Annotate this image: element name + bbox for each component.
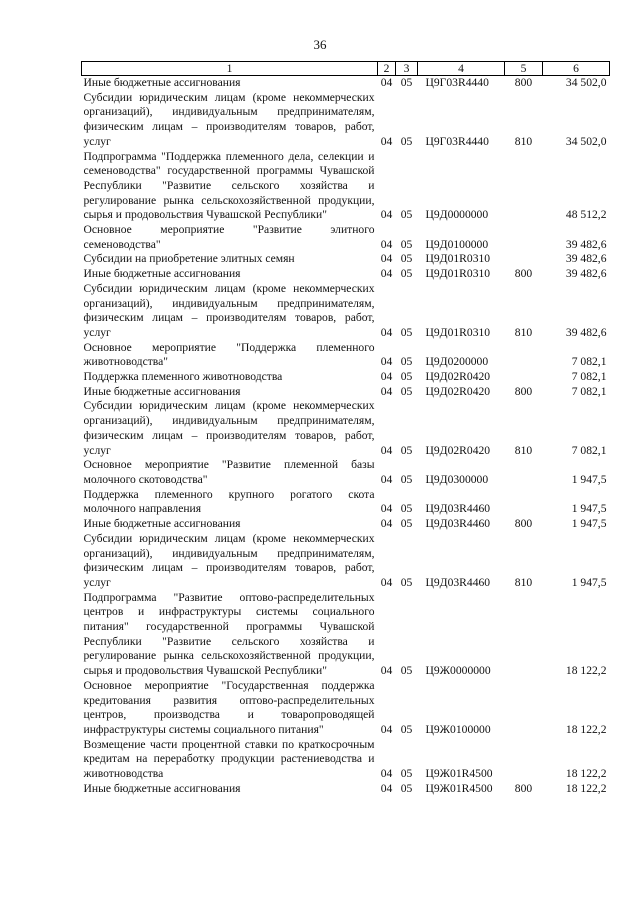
row-subsection: 05	[400, 781, 413, 795]
table-row	[82, 385, 610, 400]
table-row	[82, 517, 610, 532]
row-name: Подпрограмма "Развитие оптово-распределительных центров и инфраструктуры системы социального питания" государственной программы Чувашской Республики "Развитие сельского хозяйства и регулирование рынка сельскохозяйственной продукции, сырья и продовольствия Чувашской Республики"	[83, 590, 375, 678]
row-expense-type	[505, 370, 543, 385]
row-amount: 39 482,6	[565, 252, 607, 266]
row-target-code: Ц9Ж01R4500	[425, 767, 493, 781]
row-target-code: Ц9Д0000000	[425, 208, 489, 222]
row-amount: 18 122,2	[565, 664, 607, 678]
row-amount: 34 502,0	[565, 134, 607, 148]
row-target-code: Ц9Ж01R4500	[425, 781, 493, 795]
table-row	[82, 282, 610, 341]
table-header	[82, 62, 610, 76]
row-section: 04	[380, 252, 393, 266]
table-row	[82, 252, 610, 267]
row-section: 04	[380, 237, 393, 251]
row-section: 04	[380, 502, 393, 516]
row-amount: 34 502,0	[565, 76, 607, 89]
row-name: Иные бюджетные ассигнования	[83, 76, 241, 89]
header-col-4: 4	[418, 62, 505, 76]
table-row	[82, 399, 610, 458]
header-col-1: 1	[82, 62, 378, 76]
row-amount: 18 122,2	[565, 767, 607, 781]
page-number: 36	[313, 37, 327, 52]
table-row	[82, 679, 610, 738]
row-expense-type: 800	[514, 267, 533, 281]
row-section: 04	[380, 208, 393, 222]
row-target-code: Ц9Г03R4440	[425, 76, 489, 89]
row-amount: 39 482,6	[565, 325, 607, 339]
row-target-code: Ц9Д02R0420	[425, 384, 491, 398]
row-amount: 18 122,2	[565, 781, 607, 795]
row-name: Поддержка племенного животноводства	[83, 370, 283, 384]
table-row	[82, 738, 610, 782]
row-name: Иные бюджетные ассигнования	[83, 267, 241, 281]
row-subsection: 05	[400, 208, 413, 222]
row-subsection: 05	[400, 267, 413, 281]
row-name: Основное мероприятие "Развитие элитного семеноводства"	[83, 223, 375, 251]
table-row	[82, 91, 610, 150]
row-expense-type: 800	[514, 781, 533, 795]
row-subsection: 05	[400, 237, 413, 251]
row-expense-type: 800	[514, 384, 533, 398]
row-name: Субсидии юридическим лицам (кроме некоммерческих организаций), индивидуальным предпринимателям, физическим лицам – производителям товаров, работ, услуг	[83, 281, 375, 339]
row-expense-type: 810	[514, 134, 533, 148]
row-subsection: 05	[400, 370, 413, 384]
row-target-code: Ц9Д03R4460	[425, 575, 491, 589]
row-subsection: 05	[400, 355, 413, 369]
row-amount: 39 482,6	[565, 237, 607, 251]
row-target-code: Ц9Д01R0310	[425, 267, 491, 281]
row-expense-type	[505, 488, 543, 517]
table-row	[82, 458, 610, 487]
table-row	[82, 341, 610, 370]
row-subsection: 05	[400, 134, 413, 148]
row-subsection: 05	[400, 575, 413, 589]
table-row	[82, 532, 610, 591]
row-target-code: Ц9Д0200000	[425, 355, 489, 369]
row-subsection: 05	[400, 252, 413, 266]
table-row	[82, 591, 610, 679]
row-target-code: Ц9Д02R0420	[425, 370, 491, 384]
row-target-code: Ц9Ж0000000	[425, 664, 491, 678]
row-section: 04	[380, 664, 393, 678]
row-section: 04	[380, 443, 393, 457]
row-section: 04	[380, 517, 393, 531]
row-amount: 39 482,6	[565, 267, 607, 281]
row-expense-type	[505, 458, 543, 487]
row-expense-type	[505, 223, 543, 252]
row-target-code: Ц9Г03R4440	[425, 134, 489, 148]
row-target-code: Ц9Д03R4460	[425, 502, 491, 516]
row-target-code: Ц9Д0300000	[425, 472, 489, 486]
row-target-code: Ц9Д01R0310	[425, 325, 491, 339]
table-row	[82, 370, 610, 385]
row-subsection: 05	[400, 384, 413, 398]
table-row	[82, 488, 610, 517]
row-subsection: 05	[400, 325, 413, 339]
row-amount: 1 947,5	[571, 502, 607, 516]
header-col-2: 2	[378, 62, 396, 76]
table-row	[82, 223, 610, 252]
row-amount: 7 082,1	[571, 355, 607, 369]
row-name: Поддержка племенного крупного рогатого скота молочного направления	[83, 487, 375, 516]
row-name: Иные бюджетные ассигнования	[83, 517, 241, 531]
row-amount: 18 122,2	[565, 722, 607, 736]
row-expense-type: 810	[514, 575, 533, 589]
row-name: Подпрограмма "Поддержка племенного дела, селекции и семеноводства" государственной программы Чувашской Республики "Развитие сельского хозяйства и регулирование рынка сельскохозяйственной продукции, сырья и продовольствия Чувашской Республики"	[83, 149, 375, 222]
row-target-code: Ц9Д01R0310	[425, 252, 491, 266]
table-row	[82, 150, 610, 224]
row-section: 04	[380, 767, 393, 781]
row-target-code: Ц9Ж0100000	[425, 722, 491, 736]
row-section: 04	[380, 370, 393, 384]
row-section: 04	[380, 722, 393, 736]
table-row	[82, 267, 610, 282]
row-amount: 7 082,1	[571, 370, 607, 384]
row-name: Субсидии юридическим лицам (кроме некоммерческих организаций), индивидуальным предпринимателям, физическим лицам – производителям товаров, работ, услуг	[83, 399, 375, 457]
row-expense-type: 810	[514, 325, 533, 339]
row-expense-type	[505, 150, 543, 224]
row-expense-type	[505, 252, 543, 267]
row-amount: 1 947,5	[571, 517, 607, 531]
row-section: 04	[380, 781, 393, 795]
row-amount: 48 512,2	[565, 208, 607, 222]
row-section: 04	[380, 355, 393, 369]
table-row	[82, 76, 610, 91]
row-section: 04	[380, 325, 393, 339]
header-col-6: 6	[543, 62, 610, 76]
row-section: 04	[380, 384, 393, 398]
row-amount: 1 947,5	[571, 575, 607, 589]
row-name: Основное мероприятие "Развитие племенной базы молочного скотоводства"	[83, 458, 375, 486]
header-col-3: 3	[396, 62, 418, 76]
row-subsection: 05	[400, 767, 413, 781]
row-section: 04	[380, 472, 393, 486]
row-name: Возмещение части процентной ставки по краткосрочным кредитам на переработку продукции растениеводства и животноводства	[83, 737, 375, 781]
row-name: Основное мероприятие "Поддержка племенного животноводства"	[83, 340, 375, 369]
row-amount: 7 082,1	[571, 384, 607, 398]
row-name: Субсидии юридическим лицам (кроме некоммерческих организаций), индивидуальным предпринимателям, физическим лицам – производителям товаров, работ, услуг	[83, 531, 375, 589]
row-expense-type: 800	[514, 517, 533, 531]
row-expense-type: 810	[514, 443, 533, 457]
row-section: 04	[380, 134, 393, 148]
row-expense-type: 800	[514, 76, 533, 89]
budget-table	[81, 61, 610, 796]
row-target-code: Ц9Д02R0420	[425, 443, 491, 457]
row-name: Субсидии на приобретение элитных семян	[83, 252, 295, 266]
row-target-code: Ц9Д0100000	[425, 237, 489, 251]
table-body	[82, 76, 610, 797]
row-name: Основное мероприятие "Государственная поддержка кредитования развития оптово-распределительных центров, производства и товаропроводящей инфраструктуры системы социального питания"	[83, 678, 375, 736]
row-subsection: 05	[400, 722, 413, 736]
row-name: Иные бюджетные ассигнования	[83, 781, 241, 795]
row-amount: 1 947,5	[571, 472, 607, 486]
table-row	[82, 782, 610, 797]
row-expense-type	[505, 591, 543, 679]
row-section: 04	[380, 575, 393, 589]
header-col-5: 5	[505, 62, 543, 76]
row-expense-type	[505, 738, 543, 782]
row-subsection: 05	[400, 502, 413, 516]
row-section: 04	[380, 76, 393, 89]
row-target-code: Ц9Д03R4460	[425, 517, 491, 531]
row-subsection: 05	[400, 76, 413, 89]
row-name: Субсидии юридическим лицам (кроме некоммерческих организаций), индивидуальным предпринимателям, физическим лицам – производителям товаров, работ, услуг	[83, 90, 375, 148]
row-expense-type	[505, 341, 543, 370]
row-expense-type	[505, 679, 543, 738]
row-subsection: 05	[400, 443, 413, 457]
row-name: Иные бюджетные ассигнования	[83, 384, 241, 398]
row-subsection: 05	[400, 517, 413, 531]
row-amount: 7 082,1	[571, 443, 607, 457]
row-subsection: 05	[400, 664, 413, 678]
row-section: 04	[380, 267, 393, 281]
row-subsection: 05	[400, 472, 413, 486]
